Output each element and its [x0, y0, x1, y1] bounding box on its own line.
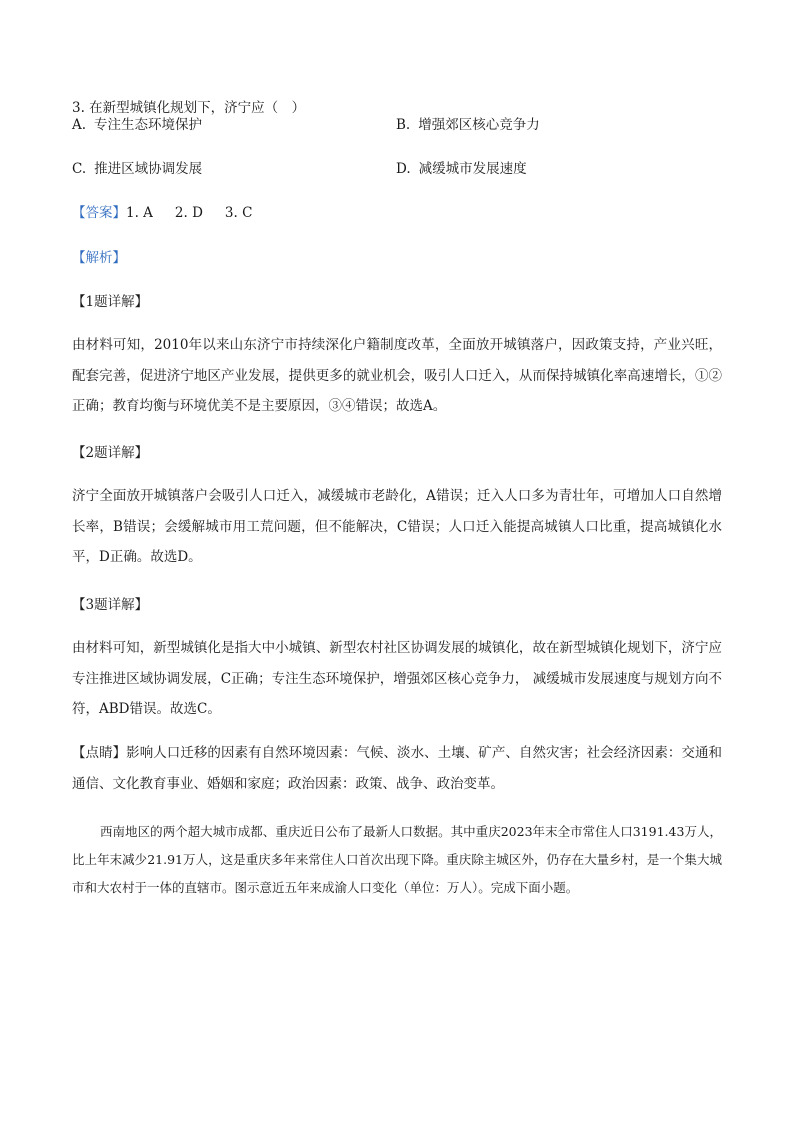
analysis-tag: 【解析】 — [72, 250, 126, 266]
option-a — [72, 113, 202, 133]
question-3-title: 3. 在新型城镇化规划下，济宁应（ ） — [72, 100, 306, 116]
option-d-text: 减缓城市发展速度 — [418, 161, 527, 177]
answer-tag: 【答案】 — [72, 205, 126, 221]
option-c-letter: C. — [72, 161, 87, 177]
answer-item-2: 2. D — [174, 205, 203, 221]
detail-1-text: 由材料可知，2010年以来山东济宁市持续深化户籍制度改革，全面放开城镇落户，因政策支持，产业兴旺，配套完善，促进济宁地区产业发展，提供更多的就业机会，吸引人口迁入，从而保持城镇化率高速增长，①②正确；教育均衡与环境优美不是主要原因，③④错误；故选A。 — [72, 337, 722, 414]
option-d — [396, 157, 527, 177]
option-c-text: 推进区域协调发展 — [94, 161, 203, 177]
option-b — [396, 113, 540, 133]
option-c — [72, 157, 202, 177]
tip-text: 影响人口迁移的因素有自然环境因素：气候、淡水、土壤、矿产、自然灾害；社会经济因素：交通和通信、文化教育事业、婚姻和家庭；政治因素：政策、战争、政治变革。 — [72, 745, 723, 792]
answer-line — [72, 201, 274, 221]
option-a-letter: A. — [72, 117, 87, 133]
option-b-text: 增强郊区核心竞争力 — [418, 117, 540, 133]
option-d-letter: D. — [396, 161, 411, 177]
tip-paragraph — [72, 738, 722, 799]
detail-3-heading: 【3题详解】 — [72, 597, 149, 613]
answer-item-3: 3. C — [224, 205, 253, 221]
detail-2-text: 济宁全面放开城镇落户会吸引人口迁入，减缓城市老龄化，A错误；迁入人口多为青壮年，可增加人口自然增长率，B错误；会缓解城市用工荒问题，但不能解决，C错误；人口迁入能提高城镇人口比重，提高城镇化水平，D正确。故选D。 — [72, 488, 722, 565]
option-b-letter: B. — [396, 117, 411, 133]
detail-2-heading: 【2题详解】 — [72, 445, 149, 461]
detail-1-heading: 【1题详解】 — [72, 294, 149, 310]
detail-3-text: 由材料可知，新型城镇化是指大中小城镇、新型农村社区协调发展的城镇化，故在新型城镇化规划下，济宁应专注推进区域协调发展，C正确；专注生态环境保护，增强郊区核心竞争力， 减缓城市发展速度与规划方向不符，ABD错误。故选C。 — [72, 640, 722, 717]
answer-item-1: 1. A — [126, 205, 153, 221]
option-a-text: 专注生态环境保护 — [94, 117, 203, 133]
tip-tag: 【点睛】 — [72, 745, 127, 761]
material-paragraph: 西南地区的两个超大城市成都、重庆近日公布了最新人口数据。其中重庆2023年末全市常住人口3191.43万人，比上年末减少21.91万人，这是重庆多年来常住人口首次出现下降。重庆除主城区外，仍存在大量乡村，是一个集大城市和大农村于一体的直辖市。图示意近五年来成渝人口变化（单位：万人）。完成下面小题。 — [72, 824, 722, 895]
